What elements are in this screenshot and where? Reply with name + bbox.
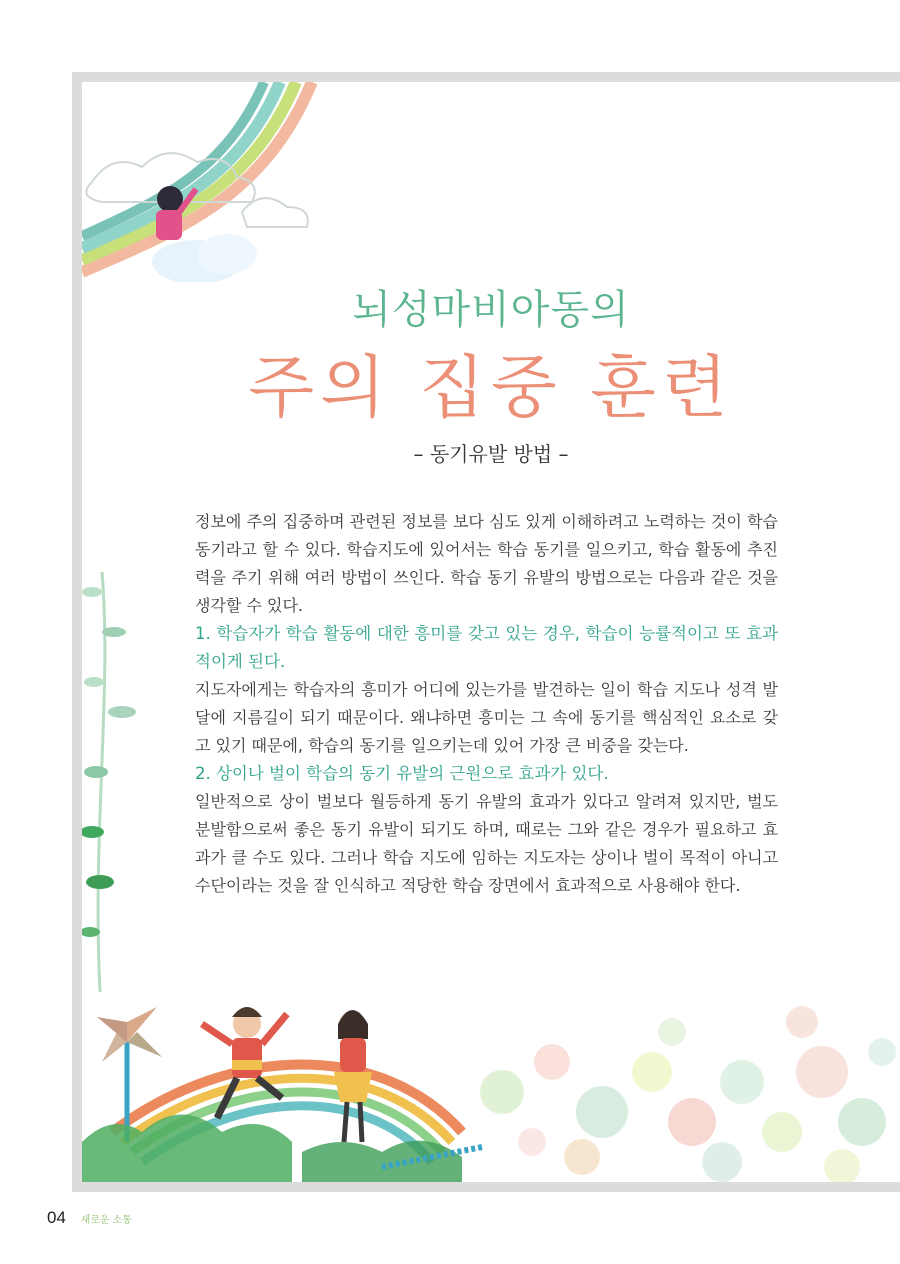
rainbow-girl-illustration <box>82 82 342 282</box>
page-title: 주의 집중 훈련 <box>248 349 734 428</box>
girl-figure <box>334 1010 372 1142</box>
article-page <box>82 82 900 1182</box>
section-1-heading: 1. 학습자가 학습 활동에 대한 흥미를 갖고 있는 경우, 학습이 능률적이고 또 효과적이게 된다. <box>195 624 778 671</box>
subtitle: 뇌성마비아동의 <box>352 287 630 333</box>
page-number: 04 <box>47 1208 66 1227</box>
section-1-text: 지도자에게는 학습자의 흥미가 어디에 있는가를 발견하는 일이 학습 지도나 성격 발달에 지름길이 되기 때문이다. 왜냐하면 흥미는 그 속에 동기를 핵심적인 요소로 갖고 있기 때문에, 학습의 동기를 일으키는데 있어 가장 큰 비중을 갖는다. <box>195 680 778 755</box>
leaf-decoration-left <box>82 572 162 992</box>
children-rainbow-illustration <box>82 962 900 1182</box>
magazine-logo: 새로운 소통 <box>80 1215 132 1226</box>
article-body <box>195 508 778 900</box>
section-2-heading: 2. 상이나 벌이 학습의 동기 유발의 근원으로 효과가 있다. <box>195 764 609 783</box>
intro-paragraph: 정보에 주의 집중하며 관련된 정보를 보다 심도 있게 이해하려고 노력하는 것이 학습 동기라고 할 수 있다. 학습지도에 있어서는 학습 동기를 일으키고, 학습 활동에 추진력을 주기 위해 여러 방법이 쓰인다. 학습 동기 유발의 방법으로는 다음과 같은 것을 생각할 수 있다. <box>195 512 778 615</box>
page-footer <box>47 1208 132 1228</box>
section-2-text: 일반적으로 상이 벌보다 월등하게 동기 유발의 효과가 있다고 알려져 있지만, 벌도 분발함으로써 좋은 동기 유발이 되기도 하며, 때로는 그와 같은 경우가 필요하고 효과가 클 수도 있다. 그러나 학습 지도에 임하는 지도자는 상이나 벌이 목적이 아니고 수단이라는 것을 잘 인식하고 적당한 학습 장면에서 효과적으로 사용해야 한다. <box>195 792 778 895</box>
section-subheading: – 동기유발 방법 – <box>413 442 569 466</box>
